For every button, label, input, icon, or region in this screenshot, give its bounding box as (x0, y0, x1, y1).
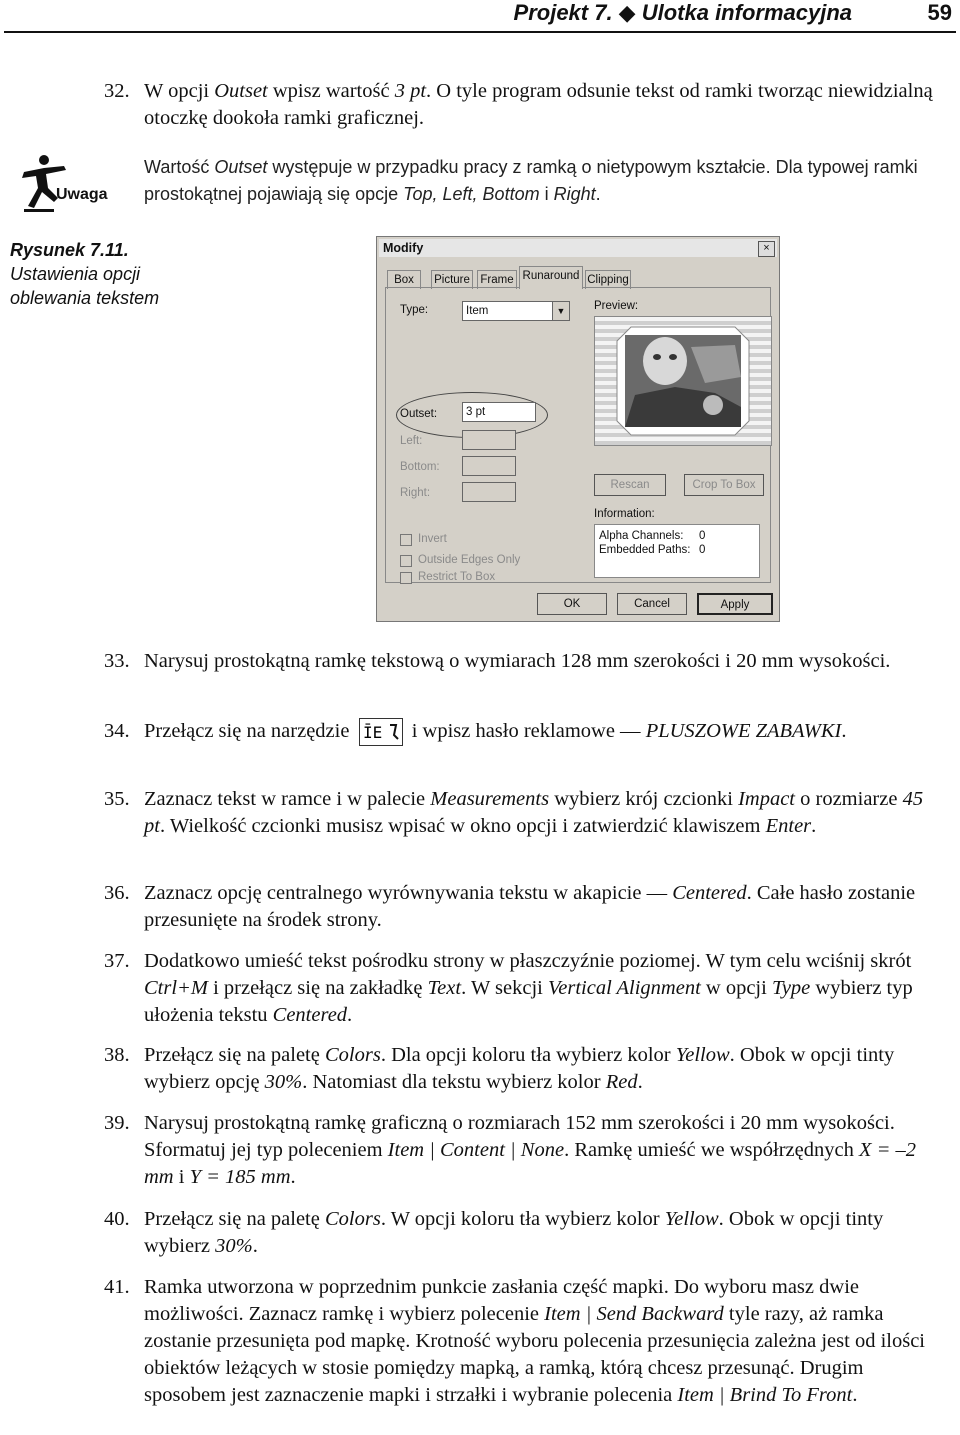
step-text: Ramka utworzona w poprzednim punkcie zasłania część mapki. Do wyboru masz dwie możliwości. Zaznacz ramkę i wybierz polecenie Item | Send Backward tyle razy, aż ramka zostanie przesunięta pod mapkę. Krotność wyboru polecenia przesunięcia zależna jest od ilości obiektów leżących w stosie pomiędzy mapką, a ramką, którą chcesz przesunąć. Drugim sposobem jest zaznaczenie mapki i strzałki i wybranie polecenia Item | Brind To Front. (144, 1276, 925, 1406)
step-text: Narysuj prostokątną ramkę graficzną o rozmiarach 152 mm szerokości i 20 mm wysokości. Sformatuj jej typ poleceniem Item | Content | None. Ramkę umieść we współrzędnych X = –2 mm i Y = 185 mm. (144, 1112, 917, 1188)
right-label: Right: (400, 487, 431, 499)
step-text: Dodatkowo umieść tekst pośrodku strony w płaszczyźnie poziomej. W tym celu wciśnij skrót Ctrl+M i przełącz się na zakładkę Text. W sekcji Vertical Alignment w opcji Type wybierz typ ułożenia tekstu Centered. (144, 950, 913, 1026)
modify-dialog (376, 236, 780, 622)
restrict-label: Restrict To Box (418, 571, 496, 583)
step-number: 32. (104, 80, 130, 102)
embedded-label: Embedded Paths: (599, 544, 691, 556)
dialog-title: Modify (383, 241, 424, 255)
type-select[interactable] (462, 301, 570, 321)
preview-label: Preview: (594, 300, 639, 312)
outside-edges-checkbox[interactable] (400, 555, 412, 567)
alpha-value: 0 (699, 530, 706, 542)
information-box (594, 524, 760, 578)
outset-value: 3 pt (466, 406, 486, 418)
embedded-value: 0 (699, 544, 706, 556)
header-title: Projekt 7. ◆ Ulotka informacyjna (513, 0, 852, 25)
crop-to-box-button[interactable]: Crop To Box (684, 474, 764, 496)
apply-button[interactable]: Apply (697, 593, 773, 615)
step-text: Narysuj prostokątną ramkę tekstową o wymiarach 128 mm szerokości i 20 mm wysokości. (144, 650, 891, 672)
svg-text:ĪE: ĪE (362, 723, 382, 743)
bottom-label: Bottom: (400, 461, 440, 473)
right-input[interactable] (462, 482, 516, 502)
information-label: Information: (594, 508, 655, 520)
invert-checkbox[interactable] (400, 534, 412, 546)
page-number: 59 (927, 0, 952, 25)
step-text: Przełącz się na paletę Colors. Dla opcji koloru tła wybierz kolor Yellow. Obok w opcji tinty wybierz opcję 30%. Natomiast dla tekstu wybierz kolor Red. (144, 1044, 895, 1093)
step-text: Przełącz się na narzędzie ĪE i wpisz hasło reklamowe — PLUSZOWE ZABAWKI. (144, 718, 934, 746)
note-text: Wartość Outset występuje w przypadku pracy z ramką o nietypowym kształcie. Dla typowej ramki prostokątnej pojawiają się opcje Top, Left, Bottom i Right. (144, 157, 918, 204)
tab-clipping[interactable]: Clipping (585, 270, 631, 289)
dialog-titlebar (379, 239, 777, 257)
step-text: W opcji Outset wpisz wartość 3 pt. O tyle program odsunie tekst od ramki tworząc niewidzialną otoczkę dookoła ramki graficznej. (144, 80, 933, 129)
chevron-down-icon: ▼ (552, 302, 569, 320)
alpha-label: Alpha Channels: (599, 530, 684, 542)
cancel-button[interactable]: Cancel (617, 593, 687, 615)
outside-edges-label: Outside Edges Only (418, 554, 521, 566)
type-value: Item (466, 305, 489, 317)
close-icon[interactable]: × (758, 241, 775, 257)
page-header (0, 0, 960, 30)
rescan-button[interactable]: Rescan (594, 474, 666, 496)
step-text: Przełącz się na paletę Colors. W opcji koloru tła wybierz kolor Yellow. Obok w opcji tinty wybierz 30%. (144, 1208, 884, 1257)
tab-picture[interactable]: Picture (431, 270, 473, 289)
tab-box[interactable]: Box (387, 270, 421, 289)
type-label: Type: (400, 304, 429, 316)
left-label: Left: (400, 435, 423, 447)
step-text: Zaznacz opcję centralnego wyrównywania tekstu w akapicie — Centered. Całe hasło zostanie przesunięte na środek strony. (144, 882, 916, 931)
ok-button[interactable]: OK (537, 593, 607, 615)
skater-icon (14, 152, 110, 216)
outset-input[interactable] (462, 402, 536, 422)
outset-label: Outset: (400, 408, 438, 420)
invert-label: Invert (418, 533, 447, 545)
header-rule (4, 31, 956, 33)
note-label: Uwaga (56, 186, 108, 203)
bottom-input[interactable] (462, 456, 516, 476)
figure-description: Ustawienia opcji oblewania tekstem (10, 264, 160, 308)
left-input[interactable] (462, 430, 516, 450)
runaround-panel (385, 287, 771, 583)
preview-image (594, 316, 772, 446)
tab-runaround[interactable]: Runaround (519, 266, 583, 289)
restrict-checkbox[interactable] (400, 572, 412, 584)
tab-frame[interactable]: Frame (477, 270, 517, 289)
figure-caption (10, 238, 210, 310)
content-tool-icon (359, 718, 403, 746)
step-text: Zaznacz tekst w ramce i w palecie Measurements wybierz krój czcionki Impact o rozmiarze 45 pt. Wielkość czcionki musisz wpisać w okno opcji i zatwierdzić klawiszem Enter. (144, 788, 924, 837)
figure-label: Rysunek 7.11. (10, 240, 129, 260)
